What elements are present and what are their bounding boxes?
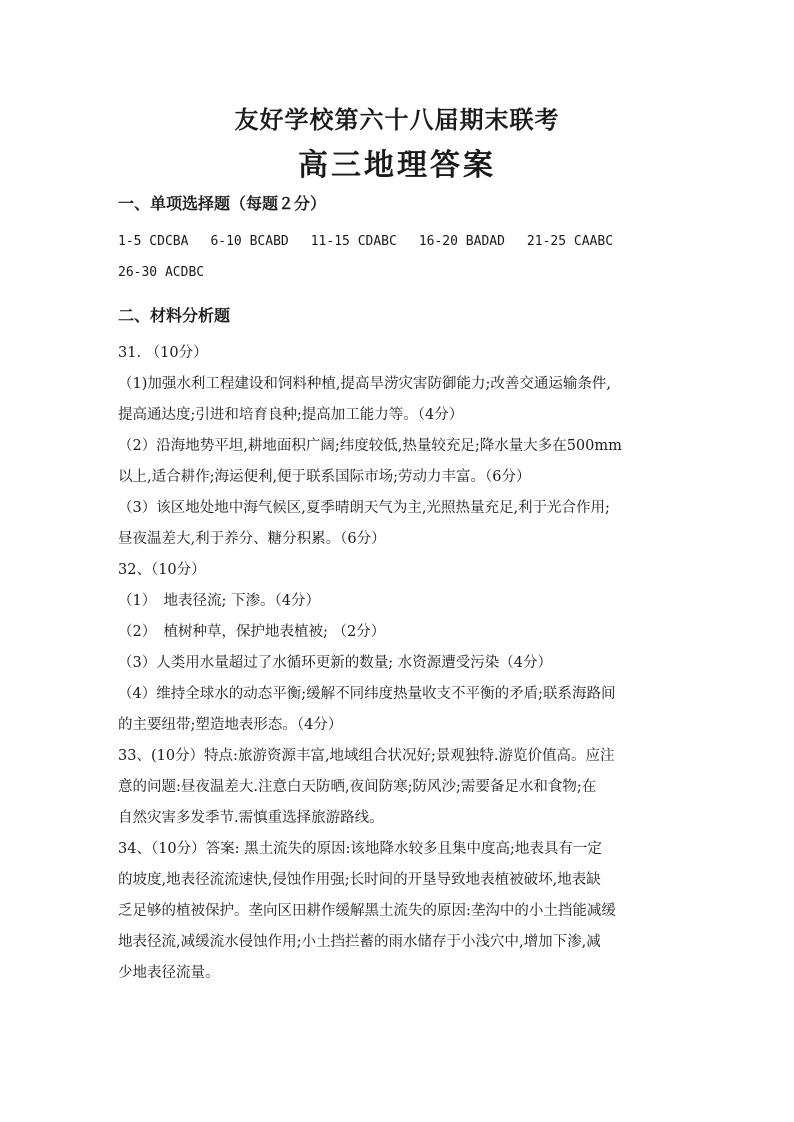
section2-heading: 二、材料分析题: [118, 306, 231, 325]
q32-part2: （2） 植树种草，保护地表植被; （2分）: [118, 624, 386, 640]
answer-content: [118, 190, 678, 989]
q32-part3: （3）人类用水量超过了水循环更新的数量; 水资源遭受污染（4分）: [118, 655, 552, 671]
mc-answer-21-25: 21-25 CAABC: [526, 234, 614, 249]
q34-line5: 少地表径流量。: [118, 965, 220, 981]
q34-line4: 地表径流,减缓流水侵蚀作用;小土挡拦蓄的雨水储存于小浅穴中,增加下渗,减: [118, 934, 601, 950]
q32-part1: （1） 地表径流; 下渗。（4分）: [118, 593, 320, 609]
q32-part4-line1: （4）维持全球水的动态平衡;缓解不同纬度热量收支不平衡的矛盾;联系海路间: [118, 686, 616, 702]
mc-answers-row-2: [118, 257, 678, 288]
q34-line2: 的坡度,地表径流流速快,侵蚀作用强;长时间的开垦导致地表植被破坏,地表缺: [118, 872, 601, 888]
q31-part1-line2: 提高通达度;引进和培育良种;提高加工能力等。（4分）: [118, 407, 464, 423]
mc-answer-1-5: 1-5 CDCBA: [118, 234, 189, 249]
exam-title: 友好学校第六十八届期末联考: [234, 105, 560, 134]
q34-answer: [118, 834, 678, 989]
q33-line2: 意的问题:昼夜温差大.注意白天防晒,夜间防寒;防风沙;需要备足水和食物;在: [118, 779, 597, 795]
q32-part4: [118, 679, 678, 741]
exam-subtitle: 高三地理答案: [298, 148, 496, 183]
mc-answer-11-15: 11-15 CDABC: [310, 234, 397, 249]
q31-part3: [118, 493, 678, 555]
q31-part1: [118, 369, 678, 431]
q33-line3: 自然灾害多发季节.需慎重选择旅游路线。: [118, 810, 384, 826]
q31-part2-line1: （2）沿海地势平坦,耕地面积广阔;纬度较低,热量较充足;降水量大多在500mm: [118, 438, 622, 454]
q31-part3-line2: 昼夜温差大,利于养分、糖分积累。（6分）: [118, 531, 386, 547]
mc-answer-6-10: 6-10 BCABD: [210, 234, 289, 249]
q31-part1-line1: （1)加强水利工程建设和饲料种植,提高旱涝灾害防御能力;改善交通运输条件,: [118, 376, 611, 392]
q31-header: 31. （10分）: [118, 345, 208, 361]
q34-line3: 乏足够的植被保护。垄向区田耕作缓解黑土流失的原因:垄沟中的小土挡能减缓: [118, 903, 616, 919]
q31-part2: [118, 431, 678, 493]
mc-answer-16-20: 16-20 BADAD: [418, 234, 505, 249]
q32-header: 32、（10分）: [118, 562, 206, 578]
mc-answer-26-30: 26-30 ACDBC: [118, 265, 205, 280]
q32-part4-line2: 的主要纽带;塑造地表形态。（4分）: [118, 717, 343, 733]
mc-answers-row: [118, 226, 678, 257]
q31-part2-line2: 以上,适合耕作;海运便利,便于联系国际市场;劳动力丰富。（6分）: [118, 469, 531, 485]
section1-heading: 一、单项选择题（每题２分）: [118, 194, 327, 213]
q31-part3-line1: （3）该区地处地中海气候区,夏季晴朗天气为主,光照热量充足,利于光合作用;: [118, 500, 610, 516]
q34-line1: 34、（10分）答案: 黑土流失的原因:该地降水较多且集中度高;地表具有一定: [118, 841, 602, 857]
q33-line1: 33、(10分）特点:旅游资源丰富,地域组合状况好;景观独特.游览价值高。应注: [118, 748, 615, 764]
q33-answer: [118, 741, 678, 834]
